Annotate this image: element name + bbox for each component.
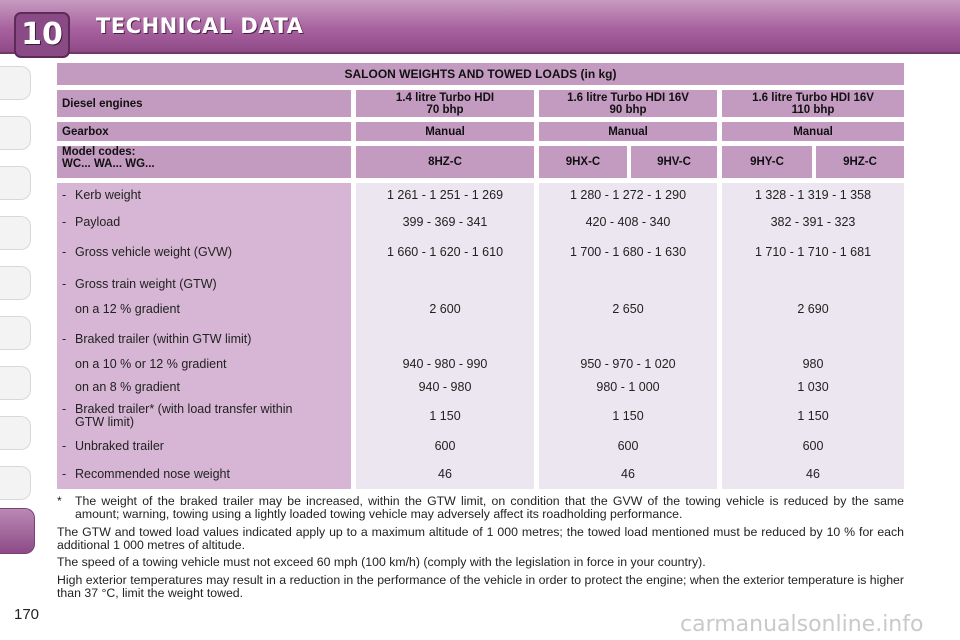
row-label: on a 12 % gradient [75,302,180,316]
row-value: 382 - 391 - 323 [770,215,856,229]
gearbox-label: Gearbox [57,122,351,141]
table-title: SALOON WEIGHTS AND TOWED LOADS (in kg) [57,63,904,85]
engine-header [722,90,904,117]
row-value: 2 650 [612,302,644,316]
row-value: 950 - 970 - 1 020 [580,357,676,371]
row-value: 1 030 [797,380,829,394]
chapter-tab-active[interactable] [0,508,35,554]
row-value: 420 - 408 - 340 [585,215,671,229]
chapter-tab[interactable] [0,316,31,350]
row-value: 399 - 369 - 341 [402,215,488,229]
page-title: TECHNICAL DATA [96,14,304,38]
gearbox-value: Manual [539,122,717,141]
row-value: 1 328 - 1 319 - 1 358 [754,188,872,202]
row-dash: - [62,188,67,202]
engine-header [356,90,534,117]
row-dash: - [62,215,67,229]
row-value: 46 [621,467,635,481]
row-value: 600 [434,439,456,453]
watermark: carmanualsonline.info [680,612,924,637]
row-value: 46 [806,467,820,481]
row-value: 1 150 [612,409,644,423]
row-value: 600 [802,439,824,453]
row-label: Gross train weight (GTW) [75,277,217,291]
engine-row [57,90,904,117]
engine-row-label: Diesel engines [57,90,351,117]
row-value: 1 710 - 1 710 - 1 681 [754,245,872,259]
page-number: 170 [14,606,40,623]
row-dash: - [62,332,67,346]
row-label: Kerb weight [75,188,142,202]
model-code: 9HX-C [539,146,627,178]
row-value: 1 660 - 1 620 - 1 610 [386,245,504,259]
row-value: 940 - 980 [418,380,472,394]
gearbox-row [57,122,904,141]
footnote-text: The weight of the braked trailer may be increased, within the GTW limit, on condition that the GVW of the towing vehicle is reduced by the same amount; warning, towing using a lightly loaded towing vehicle may adversely affect its roadholding performance. [75,494,904,521]
weights-table [57,63,904,489]
gearbox-value: Manual [356,122,534,141]
row-value: 940 - 980 - 990 [402,357,488,371]
note-speed: The speed of a towing vehicle must not exceed 60 mph (100 km/h) (comply with the legislation in force in your country). [57,555,706,570]
model-codes-label-line1: Model codes: [62,146,136,158]
footnote-star [57,495,904,520]
row-dash: - [62,467,67,481]
row-value: 1 150 [429,409,461,423]
row-label: Payload [75,215,121,229]
engine-name: 1.4 litre Turbo HDI [395,91,495,104]
row-label: on an 8 % gradient [75,380,180,394]
engine-header [539,90,717,117]
model-code: 9HZ-C [816,146,904,178]
row-value: 980 [802,357,824,371]
row-value: 1 261 - 1 251 - 1 269 [386,188,504,202]
row-label: Braked trailer* (with load transfer within [75,402,293,416]
model-codes-label-line2: WC... WA... WG... [62,158,155,170]
row-label: Braked trailer (within GTW limit) [75,332,252,346]
gearbox-value: Manual [722,122,904,141]
model-code: 8HZ-C [356,146,534,178]
chapter-tabs [0,56,34,576]
row-value: 600 [617,439,639,453]
note-altitude: The GTW and towed load values indicated apply up to a maximum altitude of 1 000 metres; the towed load mentioned must be reduced by 10 % for each additional 1 000 metres of altitude. [57,525,904,552]
model-codes-label [57,146,351,178]
row-label: on a 10 % or 12 % gradient [75,357,227,371]
row-label: Unbraked trailer [75,439,164,453]
footnote-marker: * [57,494,62,508]
row-dash: - [62,245,67,259]
chapter-tab[interactable] [0,416,31,450]
footnotes [57,495,904,599]
row-value: 1 150 [797,409,829,423]
chapter-badge: 10 [14,12,70,58]
engine-power: 70 bhp [426,103,464,116]
row-dash: - [62,402,67,416]
row-dash: - [62,277,67,291]
row-value: 2 690 [797,302,829,316]
engine-name: 1.6 litre Turbo HDI 16V [752,91,874,104]
row-value: 1 700 - 1 680 - 1 630 [569,245,687,259]
chapter-tab[interactable] [0,116,31,150]
model-codes-row [57,146,904,178]
row-value: 1 280 - 1 272 - 1 290 [569,188,687,202]
chapter-tab[interactable] [0,166,31,200]
note-temperature: High exterior temperatures may result in a reduction in the performance of the vehicle in order to protect the engine; when the exterior temperature is higher than 37 °C, limit the weight towed. [57,572,904,600]
chapter-tab[interactable] [0,66,31,100]
row-label-continued: GTW limit) [75,415,135,429]
chapter-tab[interactable] [0,216,31,250]
engine-name: 1.6 litre Turbo HDI 16V [567,91,689,104]
row-value: 46 [438,467,452,481]
table-body [57,183,904,489]
row-value: 980 - 1 000 [596,380,660,394]
chapter-tab[interactable] [0,366,31,400]
row-label: Recommended nose weight [75,467,230,481]
engine-power: 110 bhp [791,103,835,116]
model-code: 9HY-C [722,146,812,178]
row-label: Gross vehicle weight (GVW) [75,245,232,259]
model-code: 9HV-C [631,146,717,178]
chapter-tab[interactable] [0,466,31,500]
row-dash: - [62,439,67,453]
engine-power: 90 bhp [609,103,647,116]
row-value: 2 600 [429,302,461,316]
chapter-tab[interactable] [0,266,31,300]
